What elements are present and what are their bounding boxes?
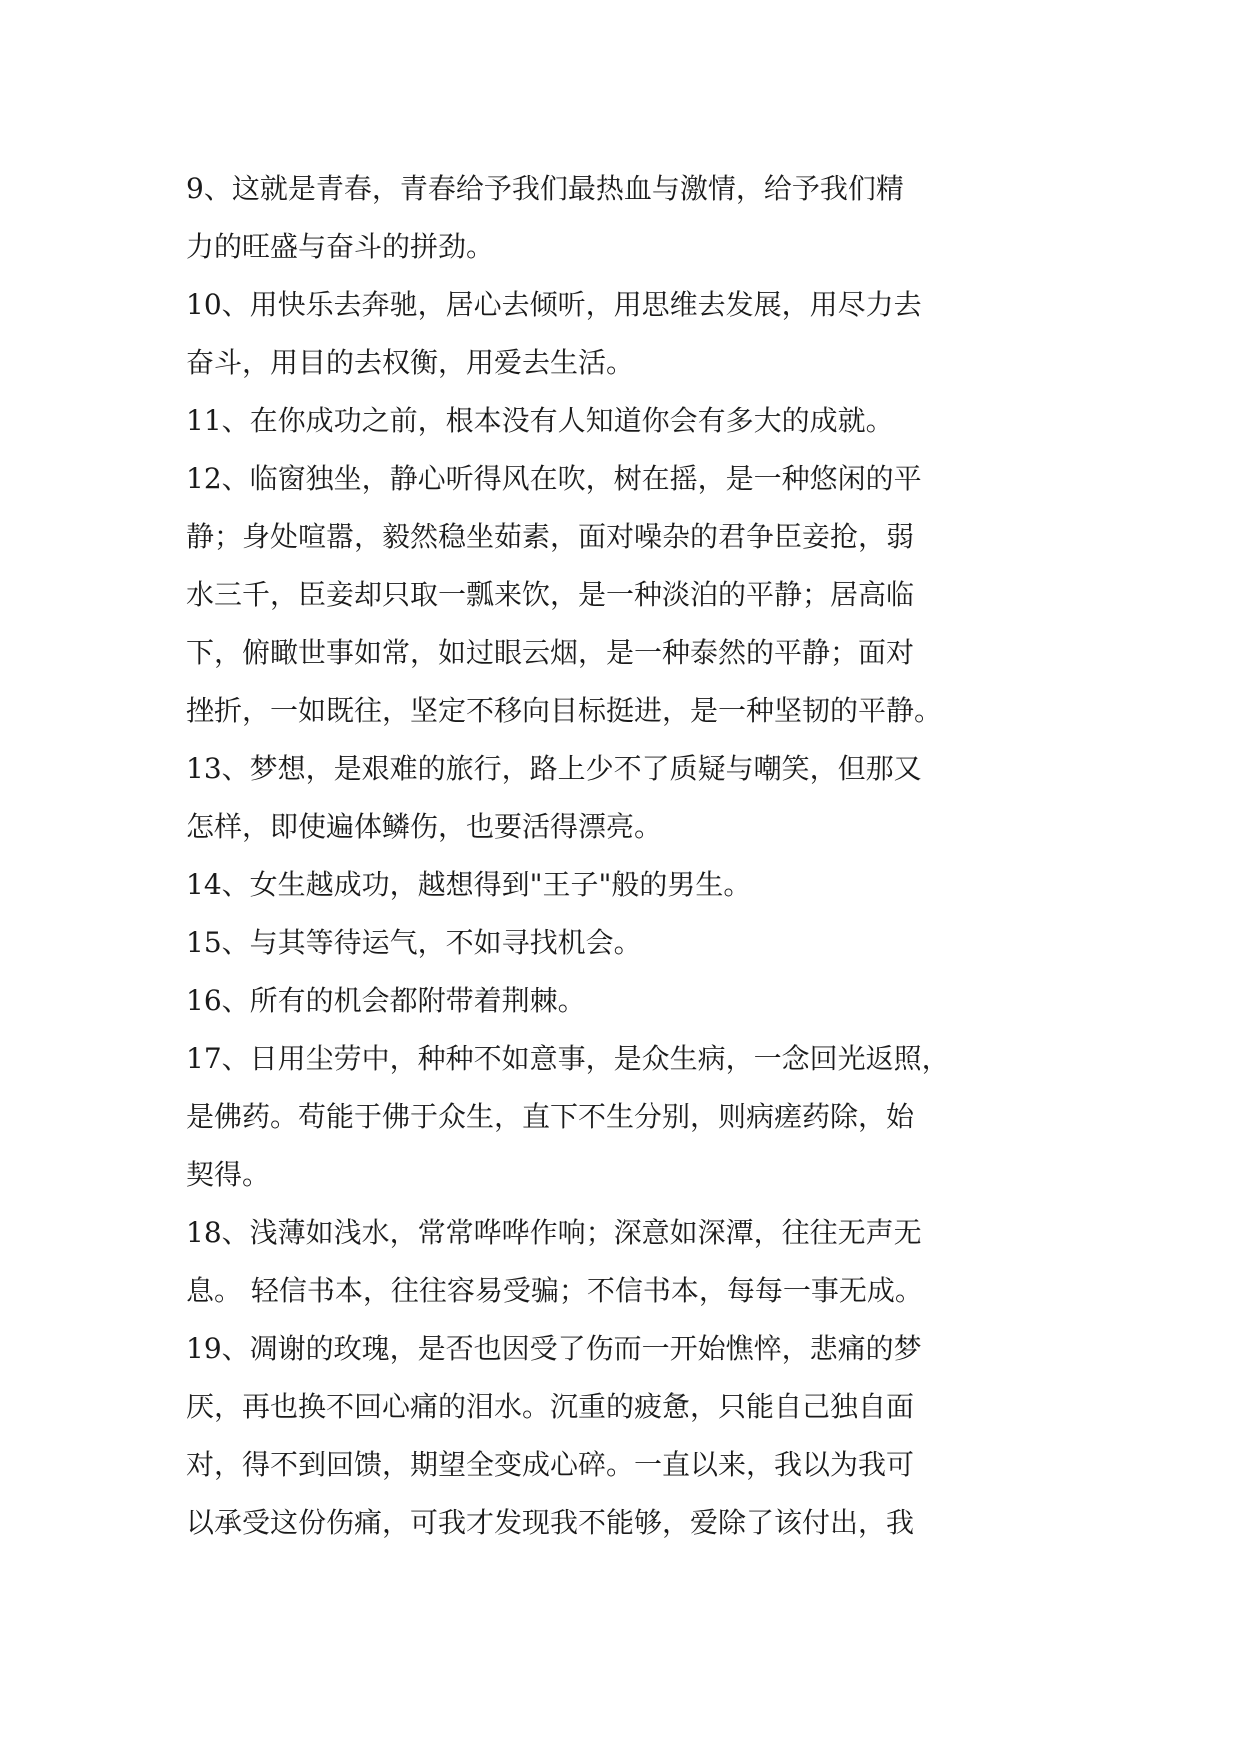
text-line: 17、日用尘劳中，种种不如意事，是众生病，一念回光返照， bbox=[186, 1042, 950, 1075]
text-line: 下，俯瞰世事如常，如过眼云烟，是一种泰然的平静；面对 bbox=[186, 636, 915, 669]
text-line: 息。 轻信书本，往往容易受骗；不信书本，每每一事无成。 bbox=[186, 1274, 923, 1307]
text-line: 12、临窗独坐，静心听得风在吹，树在摇，是一种悠闲的平 bbox=[186, 462, 922, 495]
text-line: 静；身处喧嚣，毅然稳坐茹素，面对噪杂的君争臣妾抢，弱 bbox=[186, 520, 915, 553]
text-line: 是佛药。苟能于佛于众生，直下不生分别，则病瘥药除，始 bbox=[186, 1100, 915, 1133]
document-body bbox=[186, 160, 1048, 1552]
text-line: 15、与其等待运气，不如寻找机会。 bbox=[186, 926, 642, 959]
text-line: 厌，再也换不回心痛的泪水。沉重的疲惫，只能自己独自面 bbox=[186, 1390, 915, 1423]
text-line: 怎样，即使遍体鳞伤，也要活得漂亮。 bbox=[186, 810, 663, 843]
text-line: 9、这就是青春，青春给予我们最热血与激情，给予我们精 bbox=[186, 172, 904, 205]
text-line: 13、梦想，是艰难的旅行，路上少不了质疑与嘲笑，但那又 bbox=[186, 752, 922, 785]
text-line: 力的旺盛与奋斗的拼劲。 bbox=[186, 230, 495, 263]
text-line: 水三千，臣妾却只取一瓢来饮，是一种淡泊的平静；居高临 bbox=[186, 578, 915, 611]
text-line: 契得。 bbox=[186, 1158, 271, 1191]
text-line: 11、在你成功之前，根本没有人知道你会有多大的成就。 bbox=[186, 404, 894, 437]
text-line: 奋斗，用目的去权衡，用爱去生活。 bbox=[186, 346, 635, 379]
text-line: 挫折，一如既往，坚定不移向目标挺进，是一种坚韧的平静。 bbox=[186, 694, 943, 727]
text-line: 18、浅薄如浅水，常常哗哗作响；深意如深潭，往往无声无 bbox=[186, 1216, 922, 1249]
text-line: 14、女生越成功，越想得到"王子"般的男生。 bbox=[186, 868, 752, 901]
text-line: 10、用快乐去奔驰，居心去倾听，用思维去发展，用尽力去 bbox=[186, 288, 922, 321]
text-line: 16、所有的机会都附带着荆棘。 bbox=[186, 984, 586, 1017]
text-line: 19、凋谢的玫瑰，是否也因受了伤而一开始憔悴，悲痛的梦 bbox=[186, 1332, 922, 1365]
text-line: 对，得不到回馈，期望全变成心碎。一直以来，我以为我可 bbox=[186, 1448, 915, 1481]
text-line: 以承受这份伤痛，可我才发现我不能够，爱除了该付出，我 bbox=[186, 1506, 915, 1539]
